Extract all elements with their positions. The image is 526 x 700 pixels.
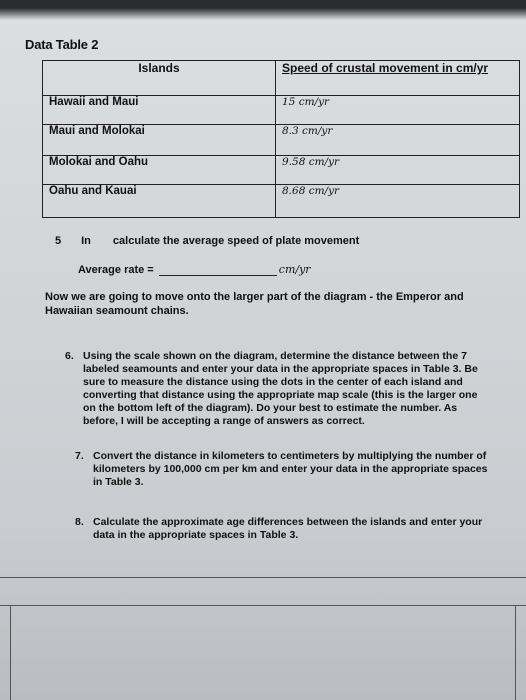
average-rate-blank[interactable] [159,275,277,276]
table-row [43,185,520,218]
island-cell: Maui and Molokai [43,125,276,156]
data-table-title: Data Table 2 [25,37,99,52]
page-rule [0,605,526,606]
island-cell: Oahu and Kauai [43,185,276,218]
top-shadow [0,0,526,20]
page-frame-left [10,605,11,700]
average-rate-label: Average rate = [78,264,154,276]
table-header-row [43,61,520,96]
table-row [43,96,520,125]
question-text: Convert the distance in kilometers to centimeters by multiplying the number of kilometers by 100,000 cm per km and enter your data in the appropriate spaces in Table 3. [93,450,488,488]
question-number: 7. [75,450,84,462]
question-7 [75,450,495,489]
island-cell: Hawaii and Maui [43,96,276,125]
island-cell: Molokai and Oahu [43,156,276,185]
speed-header: Speed of crustal movement in cm/yr [276,61,520,96]
question-text: Using the scale shown on the diagram, determine the distance between the 7 labeled seamounts and enter your data in the appropriate spaces in Table 3. Be sure to measure the distance using the dots in the center of each island and converting that distance using the appropriate map scale (this is the larger one on the bottom left of the diagram). Do your best to estimate the number. As before, I will be accepting a range of answers as correct. [83,350,478,427]
table-row [43,125,520,156]
question-5 [55,235,359,247]
average-rate-line [78,263,311,276]
question-number: 5 [55,235,62,247]
question-8 [75,516,495,542]
question-text: calculate the average speed of plate movement [112,235,360,247]
table-row [43,156,520,185]
question-6 [65,350,485,428]
question-mark: In [81,235,91,247]
average-rate-unit: cm/yr [278,263,311,276]
speed-cell[interactable]: 9.58 cm/yr [276,156,520,185]
speed-cell[interactable]: 15 cm/yr [276,96,520,125]
islands-header: Islands [43,61,276,96]
question-number: 6. [65,350,74,362]
page-frame-right [515,605,516,700]
question-number: 8. [75,516,84,528]
data-table-2 [42,60,520,218]
page-rule [0,577,526,578]
speed-cell[interactable]: 8.3 cm/yr [276,125,520,156]
section-intro: Now we are going to move onto the larger part of the diagram - the Emperor and Hawaiian seamount chains. [45,291,464,317]
question-text: Calculate the approximate age differences between the islands and enter your data in the appropriate spaces in Table 3. [93,516,483,541]
speed-cell[interactable]: 8.68 cm/yr [276,185,520,218]
